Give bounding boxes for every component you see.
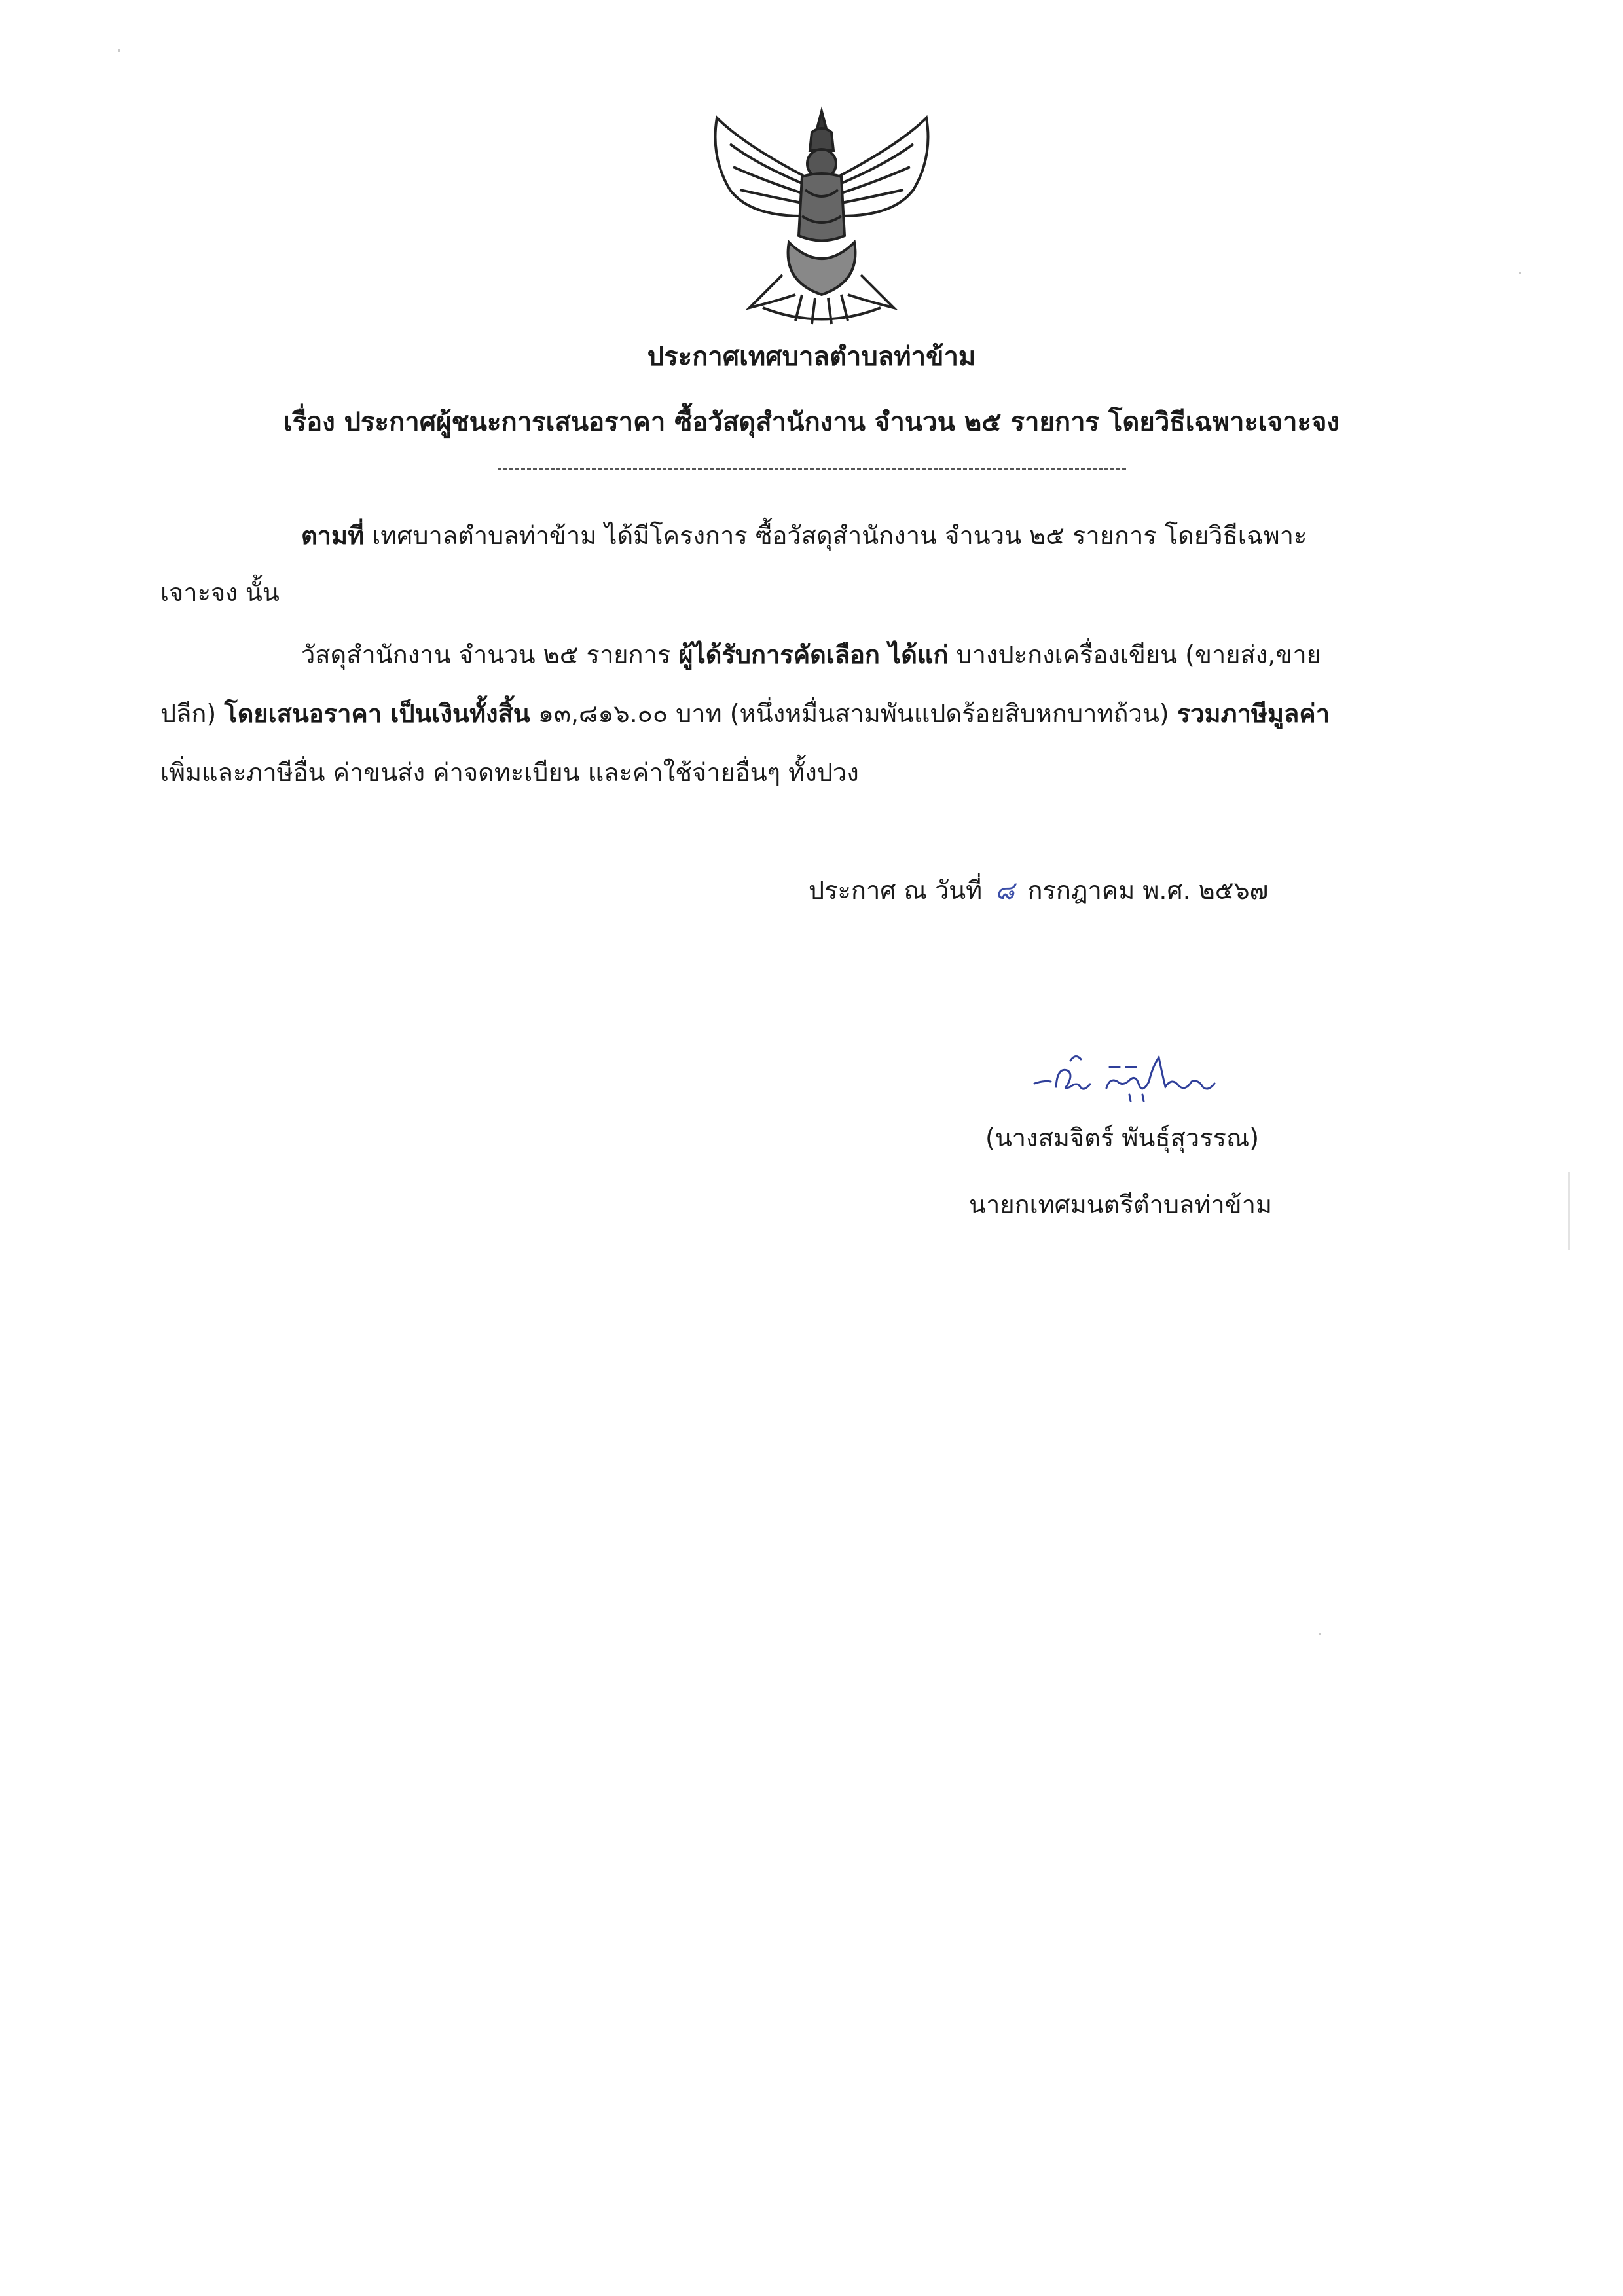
paragraph-1-text: เทศบาลตำบลท่าข้าม ได้มีโครงการ ซื้อวัสดุสำนักงาน จำนวน ๒๕ รายการ โดยวิธีเฉพาะ xyxy=(364,521,1307,550)
scan-speck xyxy=(118,49,120,52)
scan-speck xyxy=(1519,272,1521,274)
paragraph-1-lead: ตามที่ xyxy=(301,521,365,550)
vendor-name: บางปะกงเครื่องเขียน (ขายส่ง,ขาย xyxy=(948,640,1321,669)
bid-amount-label: โดยเสนอราคา เป็นเงินทั้งสิ้น xyxy=(224,699,530,728)
scan-edge-mark xyxy=(1568,1172,1570,1250)
paragraph-1-line-1 xyxy=(301,516,1307,555)
paragraph-2-line-3: เพิ่มและภาษีอื่น ค่าขนส่ง ค่าจดทะเบียน และค่าใช้จ่ายอื่นๆ ทั้งปวง xyxy=(160,758,859,787)
signatory-position: นายกเทศมนตรีตำบลท่าข้าม xyxy=(969,1190,1273,1219)
paragraph-2-line-2 xyxy=(160,694,1330,733)
date-day: ๘ xyxy=(995,876,1015,905)
handwritten-signature xyxy=(1031,1041,1247,1113)
selected-vendor-label: ผู้ได้รับการคัดเลือก ได้แก่ xyxy=(678,640,949,669)
paragraph-2-line-1 xyxy=(301,635,1321,674)
vat-included-label: รวมภาษีมูลค่า xyxy=(1176,699,1330,728)
garuda-emblem-icon xyxy=(704,105,939,331)
signatory-name: (นางสมจิตร์ พันธุ์สุวรรณ) xyxy=(985,1123,1260,1152)
item-description: วัสดุสำนักงาน จำนวน ๒๕ รายการ xyxy=(301,640,679,669)
announcement-title: ประกาศเทศบาลตำบลท่าข้าม xyxy=(647,342,976,372)
paragraph-1-line-2: เจาะจง นั้น xyxy=(160,578,280,607)
bid-amount: ๑๓,๘๑๖.๐๐ บาท (หนึ่งหมื่นสามพันแปดร้อยสิบหกบาทถ้วน) xyxy=(530,699,1177,728)
divider-line xyxy=(498,468,1126,470)
date-prefix: ประกาศ ณ วันที่ xyxy=(809,876,983,905)
vendor-name-cont: ปลีก) xyxy=(160,699,225,728)
announcement-date xyxy=(809,871,1268,910)
scan-speck xyxy=(1319,1633,1321,1635)
date-month-year: กรกฎาคม พ.ศ. ๒๕๖๗ xyxy=(1027,876,1269,905)
announcement-subject: เรื่อง ประกาศผู้ชนะการเสนอราคา ซื้อวัสดุสำนักงาน จำนวน ๒๕ รายการ โดยวิธีเฉพาะเจาะจง xyxy=(283,407,1340,437)
